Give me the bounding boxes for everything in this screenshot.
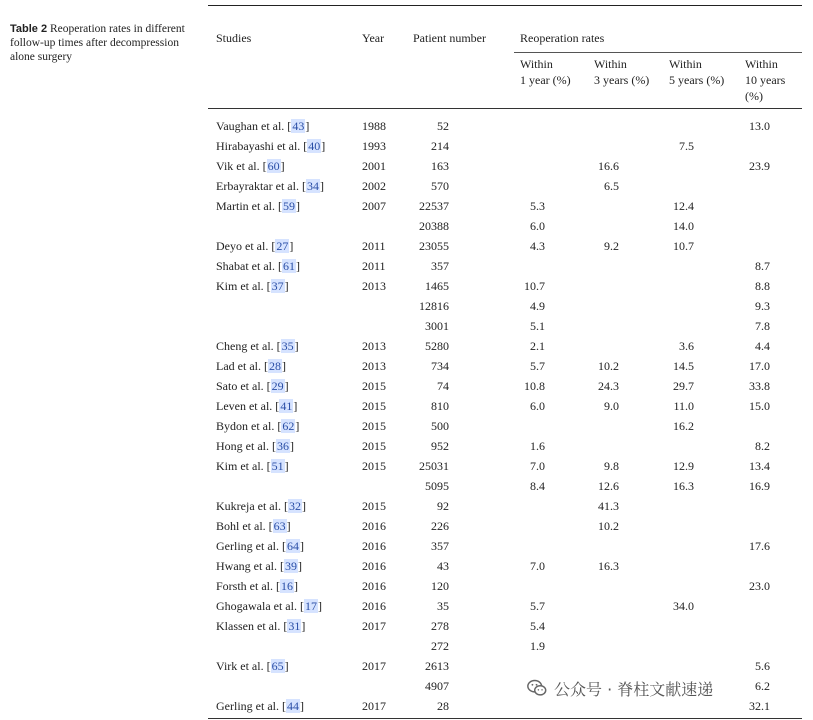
within-3-years-cell: 41.3: [598, 499, 619, 513]
reference-link[interactable]: 39: [284, 559, 297, 573]
within-10-years-cell: 17.0: [749, 359, 770, 373]
header-within-5-years-line1: Within: [669, 57, 702, 71]
within-1-year-cell: 4.3: [530, 239, 545, 253]
within-1-year-cell: 10.8: [524, 379, 545, 393]
patient-number-cell: 226: [431, 519, 449, 533]
study-name: Sato et al. [: [216, 379, 271, 393]
study-name: Hwang et al. [: [216, 559, 284, 573]
patient-number-cell: 120: [431, 579, 449, 593]
study-cell: [216, 578, 298, 594]
study-cell: [216, 518, 291, 534]
reference-bracket: ]: [321, 139, 326, 153]
reference-link[interactable]: 16: [281, 579, 293, 593]
study-cell: [216, 598, 322, 614]
study-name: Martin et al. [: [216, 199, 282, 213]
study-name: Bydon et al. [: [216, 419, 282, 433]
within-1-year-cell: 5.7: [530, 599, 545, 613]
year-cell: 2015: [362, 419, 386, 433]
table-row: [0, 156, 813, 176]
table-row: [0, 496, 813, 516]
study-name: Gerling et al. [: [216, 539, 286, 553]
reference-bracket: ]: [317, 599, 322, 613]
study-cell: [216, 658, 289, 674]
table-row: [0, 616, 813, 636]
year-cell: 2016: [362, 599, 386, 613]
table-row: [0, 236, 813, 256]
within-1-year-cell: 7.0: [530, 459, 545, 473]
reference-link[interactable]: 44: [286, 699, 299, 713]
year-cell: 2017: [362, 659, 386, 673]
patient-number-cell: 570: [431, 179, 449, 193]
within-5-years-cell: 7.5: [679, 139, 694, 153]
reference-link[interactable]: 40: [308, 139, 321, 153]
study-cell: [216, 358, 286, 374]
within-1-year-cell: 5.3: [530, 199, 545, 213]
study-cell: [216, 198, 300, 214]
within-10-years-cell: 17.6: [749, 539, 770, 553]
patient-number-cell: 278: [431, 619, 449, 633]
study-name: Bohl et al. [: [216, 519, 273, 533]
within-5-years-cell: 12.9: [673, 459, 694, 473]
header-rule: [208, 108, 802, 109]
study-cell: [216, 558, 302, 574]
within-5-years-cell: 14.5: [673, 359, 694, 373]
within-1-year-cell: 5.7: [530, 359, 545, 373]
patient-number-cell: 12816: [419, 299, 449, 313]
study-cell: [216, 338, 299, 354]
reference-link[interactable]: 37: [271, 279, 284, 293]
year-cell: 2017: [362, 699, 386, 713]
patient-number-cell: 22537: [419, 199, 449, 213]
patient-number-cell: 52: [437, 119, 449, 133]
within-1-year-cell: 4.9: [530, 299, 545, 313]
reference-link[interactable]: 17: [304, 599, 317, 613]
within-5-years-cell: 34.0: [673, 599, 694, 613]
reference-link[interactable]: 29: [271, 379, 284, 393]
table-row: [0, 536, 813, 556]
study-name: Deyo et al. [: [216, 239, 276, 253]
reference-link[interactable]: 41: [280, 399, 293, 413]
year-cell: 1993: [362, 139, 386, 153]
reference-bracket: ]: [280, 159, 285, 173]
reference-bracket: ]: [297, 559, 302, 573]
within-5-years-cell: 16.2: [673, 419, 694, 433]
table-row: [0, 516, 813, 536]
patient-number-cell: 3001: [425, 319, 449, 333]
within-3-years-cell: 16.6: [598, 159, 619, 173]
study-name: Cheng et al. [: [216, 339, 281, 353]
table-row: [0, 636, 813, 656]
within-10-years-cell: 23.9: [749, 159, 770, 173]
study-name: Kukreja et al. [: [216, 499, 288, 513]
header-within-5-years: [669, 56, 724, 88]
table-row: [0, 316, 813, 336]
study-cell: [216, 238, 293, 254]
reference-bracket: ]: [289, 239, 294, 253]
study-name: Kim et al. [: [216, 279, 271, 293]
reference-link[interactable]: 65: [271, 659, 284, 673]
year-cell: 2013: [362, 339, 386, 353]
table-row: [0, 336, 813, 356]
within-5-years-cell: 29.7: [673, 379, 694, 393]
header-within-1-year: [520, 56, 571, 88]
table-row: [0, 356, 813, 376]
within-1-year-cell: 1.6: [530, 439, 545, 453]
reference-bracket: ]: [289, 439, 294, 453]
year-cell: 2016: [362, 559, 386, 573]
patient-number-cell: 214: [431, 139, 449, 153]
reference-link[interactable]: 63: [273, 519, 286, 533]
within-1-year-cell: 8.4: [530, 479, 545, 493]
header-within-3-years: [594, 56, 649, 88]
reference-bracket: ]: [284, 659, 289, 673]
within-10-years-cell: 8.7: [755, 259, 770, 273]
year-cell: 2011: [362, 239, 386, 253]
within-10-years-cell: 5.6: [755, 659, 770, 673]
within-10-years-cell: 16.9: [749, 479, 770, 493]
table-row: [0, 196, 813, 216]
table-row: [0, 216, 813, 236]
patient-number-cell: 43: [437, 559, 449, 573]
reference-link[interactable]: 35: [281, 339, 294, 353]
header-year: Year: [362, 31, 385, 45]
reference-link[interactable]: 32: [288, 499, 301, 513]
reference-bracket: ]: [301, 499, 306, 513]
table-caption: [10, 22, 190, 64]
study-cell: [216, 178, 324, 194]
study-cell: [216, 118, 309, 134]
within-1-year-cell: 5.4: [530, 619, 545, 633]
study-cell: [216, 498, 306, 514]
study-name: Vik et al. [: [216, 159, 267, 173]
within-1-year-cell: 7.0: [530, 559, 545, 573]
study-cell: [216, 278, 289, 294]
reference-link[interactable]: 51: [271, 459, 284, 473]
patient-number-cell: 35: [437, 599, 449, 613]
study-name: Erbayraktar et al. [: [216, 179, 306, 193]
table-row: [0, 116, 813, 136]
reference-link[interactable]: 60: [267, 159, 280, 173]
reference-bracket: ]: [284, 459, 289, 473]
header-patient-number: Patient number: [413, 31, 486, 45]
within-1-year-cell: 10.7: [524, 279, 545, 293]
year-cell: 2015: [362, 499, 386, 513]
study-cell: [216, 438, 294, 454]
year-cell: 2007: [362, 199, 386, 213]
study-cell: [216, 418, 299, 434]
year-cell: 2016: [362, 579, 386, 593]
header-studies: Studies: [216, 31, 252, 45]
study-cell: [216, 698, 304, 714]
within-10-years-cell: 4.4: [755, 339, 770, 353]
study-name: Gerling et al. [: [216, 699, 286, 713]
study-cell: [216, 138, 325, 154]
reference-link[interactable]: 62: [282, 419, 295, 433]
patient-number-cell: 500: [431, 419, 449, 433]
within-3-years-cell: 10.2: [598, 359, 619, 373]
within-5-years-cell: 12.4: [673, 199, 694, 213]
table-caption-text: Reoperation rates in different follow-up times after decompression alone surgery: [10, 23, 185, 63]
patient-number-cell: 74: [437, 379, 449, 393]
study-cell: [216, 618, 305, 634]
within-3-years-cell: 9.8: [604, 459, 619, 473]
reference-bracket: ]: [284, 279, 289, 293]
within-10-years-cell: 6.2: [755, 679, 770, 693]
study-cell: [216, 378, 289, 394]
patient-number-cell: 272: [431, 639, 449, 653]
patient-number-cell: 734: [431, 359, 449, 373]
table-row: [0, 176, 813, 196]
within-10-years-cell: 23.0: [749, 579, 770, 593]
within-1-year-cell: 6.0: [530, 219, 545, 233]
reference-bracket: ]: [299, 539, 304, 553]
within-1-year-cell: 6.0: [530, 399, 545, 413]
study-name: Virk et al. [: [216, 659, 271, 673]
within-5-years-cell: 16.3: [673, 479, 694, 493]
table-row: [0, 596, 813, 616]
header-within-3-years-line1: Within: [594, 57, 627, 71]
year-cell: 2015: [362, 379, 386, 393]
within-1-year-cell: 5.1: [530, 319, 545, 333]
reference-bracket: ]: [319, 179, 324, 193]
watermark: [526, 675, 713, 701]
year-cell: 1988: [362, 119, 386, 133]
year-cell: 2016: [362, 539, 386, 553]
study-name: Kim et al. [: [216, 459, 271, 473]
patient-number-cell: 25031: [419, 459, 449, 473]
within-5-years-cell: 14.0: [673, 219, 694, 233]
within-3-years-cell: 9.0: [604, 399, 619, 413]
study-cell: [216, 158, 285, 174]
header-within-1-year-line1: Within: [520, 57, 553, 71]
year-cell: 2015: [362, 439, 386, 453]
patient-number-cell: 1465: [425, 279, 449, 293]
reference-bracket: ]: [301, 619, 306, 633]
header-within-10-years-line3: (%): [745, 89, 763, 103]
patient-number-cell: 28: [437, 699, 449, 713]
table-row: [0, 656, 813, 676]
study-name: Lad et al. [: [216, 359, 268, 373]
reference-bracket: ]: [293, 399, 298, 413]
table-row: [0, 476, 813, 496]
reference-link[interactable]: 31: [288, 619, 301, 633]
header-within-10-years: [745, 56, 785, 104]
patient-number-cell: 2613: [425, 659, 449, 673]
within-10-years-cell: 7.8: [755, 319, 770, 333]
within-10-years-cell: 33.8: [749, 379, 770, 393]
patient-number-cell: 357: [431, 259, 449, 273]
reoperation-subheader-rule: [514, 52, 802, 53]
study-cell: [216, 398, 297, 414]
header-reoperation-rates: Reoperation rates: [520, 31, 605, 45]
table-row: [0, 456, 813, 476]
study-name: Hirabayashi et al. [: [216, 139, 308, 153]
within-10-years-cell: 9.3: [755, 299, 770, 313]
study-name: Vaughan et al. [: [216, 119, 292, 133]
reference-bracket: ]: [295, 259, 300, 273]
patient-number-cell: 92: [437, 499, 449, 513]
within-1-year-cell: 2.1: [530, 339, 545, 353]
within-3-years-cell: 9.2: [604, 239, 619, 253]
header-within-10-years-line2: 10 years: [745, 73, 786, 87]
table-row: [0, 556, 813, 576]
patient-number-cell: 5280: [425, 339, 449, 353]
reference-link[interactable]: 28: [268, 359, 281, 373]
within-10-years-cell: 8.2: [755, 439, 770, 453]
reference-bracket: ]: [295, 419, 300, 433]
reference-link[interactable]: 43: [292, 119, 305, 133]
year-cell: 2011: [362, 259, 386, 273]
patient-number-cell: 4907: [425, 679, 449, 693]
watermark-text: 公众号 · 脊柱文献速递: [554, 679, 714, 699]
year-cell: 2015: [362, 399, 386, 413]
within-5-years-cell: 10.7: [673, 239, 694, 253]
reference-bracket: ]: [295, 199, 300, 213]
reference-link[interactable]: 27: [276, 239, 289, 253]
header-within-3-years-line2: 3 years (%): [594, 73, 650, 87]
year-cell: 2002: [362, 179, 386, 193]
reference-bracket: ]: [294, 579, 298, 593]
within-3-years-cell: 10.2: [598, 519, 619, 533]
top-rule: [208, 5, 802, 6]
within-5-years-cell: 11.0: [673, 399, 694, 413]
within-3-years-cell: 6.5: [604, 179, 619, 193]
within-10-years-cell: 15.0: [749, 399, 770, 413]
within-10-years-cell: 13.0: [749, 119, 770, 133]
reference-link[interactable]: 61: [282, 259, 295, 273]
reference-link[interactable]: 34: [306, 179, 319, 193]
within-3-years-cell: 16.3: [598, 559, 619, 573]
study-name: Forsth et al. [: [216, 579, 280, 593]
header-within-10-years-line1: Within: [745, 57, 778, 71]
within-5-years-cell: 3.6: [679, 339, 694, 353]
reference-link[interactable]: 36: [276, 439, 289, 453]
patient-number-cell: 357: [431, 539, 449, 553]
table-row: [0, 296, 813, 316]
year-cell: 2016: [362, 519, 386, 533]
table-row: [0, 136, 813, 156]
within-3-years-cell: 24.3: [598, 379, 619, 393]
year-cell: 2013: [362, 359, 386, 373]
patient-number-cell: 20388: [419, 219, 449, 233]
within-3-years-cell: 12.6: [598, 479, 619, 493]
study-name: Klassen et al. [: [216, 619, 288, 633]
table-row: [0, 436, 813, 456]
bottom-rule: [208, 718, 802, 719]
reference-bracket: ]: [286, 519, 291, 533]
table-row: [0, 256, 813, 276]
reference-link[interactable]: 59: [282, 199, 295, 213]
wechat-icon: [526, 677, 548, 699]
patient-number-cell: 23055: [419, 239, 449, 253]
reference-bracket: ]: [281, 359, 286, 373]
reference-bracket: ]: [294, 339, 299, 353]
table-row: [0, 276, 813, 296]
within-1-year-cell: 1.9: [530, 639, 545, 653]
header-within-5-years-line2: 5 years (%): [669, 73, 725, 87]
reference-bracket: ]: [299, 699, 304, 713]
study-cell: [216, 538, 304, 554]
study-cell: [216, 458, 289, 474]
patient-number-cell: 952: [431, 439, 449, 453]
study-name: Hong et al. [: [216, 439, 276, 453]
study-name: Ghogawala et al. [: [216, 599, 304, 613]
table-row: [0, 376, 813, 396]
reference-link[interactable]: 64: [286, 539, 299, 553]
study-name: Leven et al. [: [216, 399, 280, 413]
year-cell: 2015: [362, 459, 386, 473]
year-cell: 2001: [362, 159, 386, 173]
patient-number-cell: 163: [431, 159, 449, 173]
within-10-years-cell: 32.1: [749, 699, 770, 713]
patient-number-cell: 5095: [425, 479, 449, 493]
year-cell: 2017: [362, 619, 386, 633]
table-row: [0, 576, 813, 596]
study-name: Shabat et al. [: [216, 259, 282, 273]
study-cell: [216, 258, 300, 274]
table-row: [0, 416, 813, 436]
patient-number-cell: 810: [431, 399, 449, 413]
header-within-1-year-line2: 1 year (%): [520, 73, 571, 87]
table-row: [0, 396, 813, 416]
year-cell: 2013: [362, 279, 386, 293]
within-10-years-cell: 8.8: [755, 279, 770, 293]
reference-bracket: ]: [305, 119, 310, 133]
table-label: Table 2: [10, 23, 48, 35]
within-10-years-cell: 13.4: [749, 459, 770, 473]
reference-bracket: ]: [284, 379, 289, 393]
